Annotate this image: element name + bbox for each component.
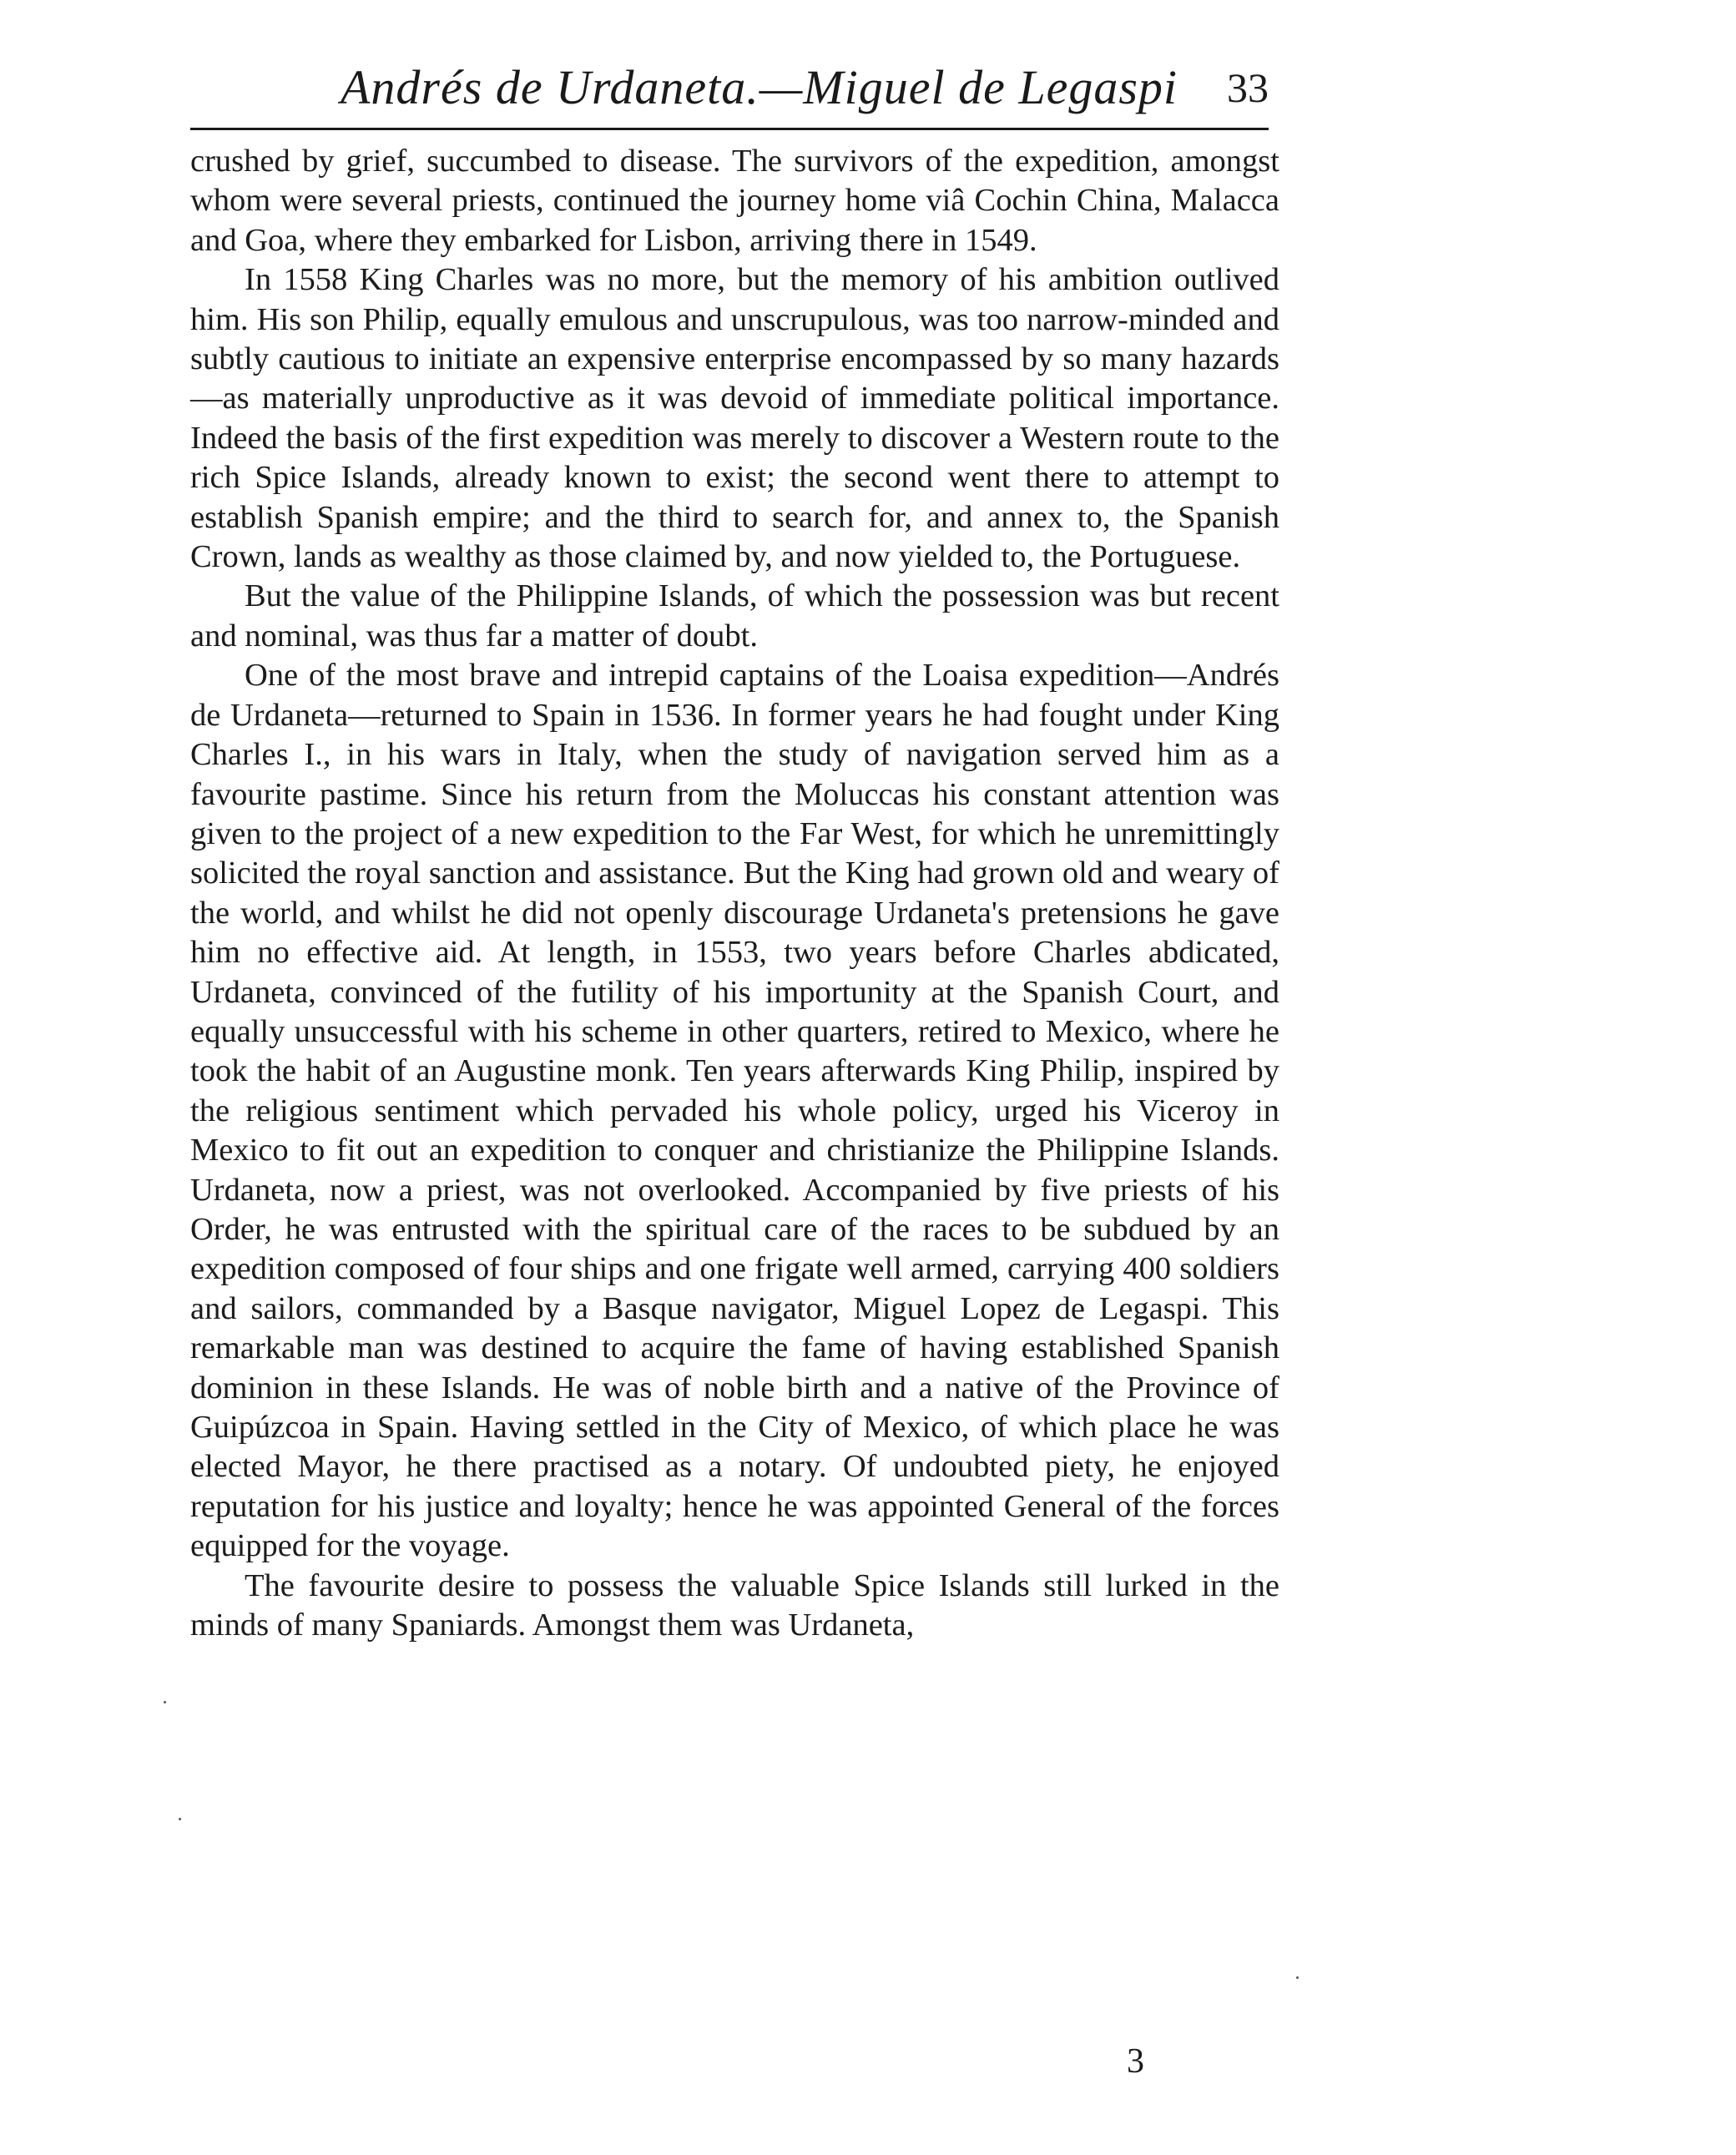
paragraph-1: crushed by grief, succumbed to disease. The survivors of the expedition, amongst whom were several priests, continued the journey home viâ Cochin China, Malacca and Goa, where they embarked for Lisbon, arriving there in 1549. xyxy=(190,144,1279,258)
paragraph-4: One of the most brave and intrepid captains of the Loaisa expedition—Andrés de Urdaneta—returned to Spain in 1536. In former years he had fought under King Charles I., in his wars in Italy, when the study of navigation served him as a favourite pastime. Since his return from the Moluccas his constant attention was given to the project of a new expedition to the Far West, for which he unremittingly solicited the royal sanction and assistance. But the King had grown old and weary of the world, and whilst he did not openly discourage Urdaneta's pretensions he gave him no effective aid. At length, in 1553, two years before Charles abdicated, Urdaneta, convinced of the futility of his importunity at the Spanish Court, and equally unsuccessful with his scheme in other quarters, retired to Mexico, where he took the habit of an Augustine monk. Ten years afterwards King Philip, inspired by the religious sentiment which pervaded his whole policy, urged his Viceroy in Mexico to fit out an expedition to conquer and christianize the Philippine Islands. Urdaneta, now a priest, was not overlooked. Accompanied by five priests of his Order, he was entrusted with the spiritual care of the races to be subdued by an expedition composed of four ships and one frigate well armed, carrying 400 soldiers and sailors, commanded by a Basque navigator, Miguel Lopez de Legaspi. This remarkable man was destined to acquire the fame of having established Spanish dominion in these Islands. He was of noble birth and a native of the Province of Guipúzcoa in Spain. Having settled in the City of Mexico, of which place he was elected Mayor, he there practised as a notary. Of undoubted piety, he enjoyed reputation for his justice and loyalty; hence he was appointed General of the forces equipped for the voyage. xyxy=(190,658,1279,1564)
print-speck xyxy=(179,1818,181,1820)
paragraph-5: The favourite desire to possess the valuable Spice Islands still lurked in the minds of many Spaniards. Amongst them was Urdaneta, xyxy=(190,1567,1279,1643)
paragraph-3: But the value of the Philippine Islands, of which the possession was but recent and nominal, was thus far a matter of doubt. xyxy=(190,578,1279,654)
body-text xyxy=(190,142,1279,1645)
running-title: Andrés de Urdaneta.—Miguel de Legaspi xyxy=(341,60,1178,114)
signature-mark: 3 xyxy=(1127,2042,1144,2081)
header-rule xyxy=(190,128,1269,130)
print-speck xyxy=(164,1701,166,1703)
page-number: 33 xyxy=(1227,64,1269,111)
print-speck xyxy=(1296,1976,1299,1979)
paragraph-2: In 1558 King Charles was no more, but the memory of his ambition outlived him. His son Philip, equally emulous and unscrupulous, was too narrow-minded and subtly cautious to initiate an expensive enterprise encompassed by so many hazards—as materially unproductive as it was devoid of immediate political importance. Indeed the basis of the first expedition was merely to discover a Western route to the rich Spice Islands, already known to exist; the second went there to attempt to establish Spanish empire; and the third to search for, and annex to, the Spanish Crown, lands as wealthy as those claimed by, and now yielded to, the Portuguese. xyxy=(190,262,1279,575)
running-head xyxy=(190,53,1269,122)
